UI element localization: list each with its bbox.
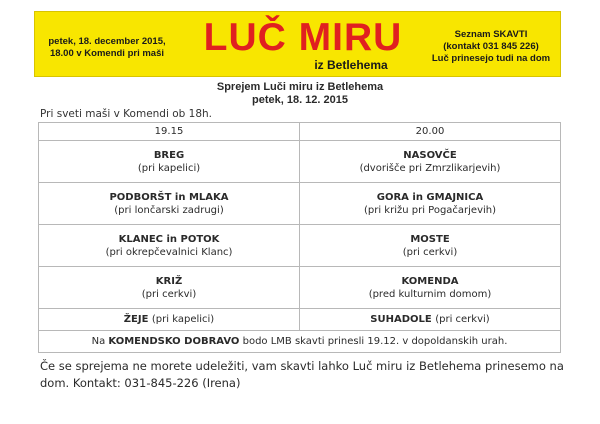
location-detail: (pri lončarski zadrugi) (114, 204, 224, 216)
location-name: GORA in GMAJNICA (376, 191, 484, 203)
location-detail: (pri cerkvi) (141, 288, 197, 300)
location-name: PODBORŠT in MLAKA (109, 191, 229, 203)
location-detail: (pri cerkvi) (402, 246, 458, 258)
banner-contact-line: (kontakt 031 845 226) (443, 41, 539, 52)
location-name: NASOVČE (403, 149, 457, 161)
table-row (39, 225, 561, 267)
location-cell (300, 309, 561, 331)
time-header-2: 20.00 (300, 123, 561, 141)
location-cell (39, 141, 300, 183)
location-detail: (pri kapelici) (137, 162, 201, 174)
location-cell (300, 267, 561, 309)
time-header-1: 19.15 (39, 123, 300, 141)
location-cell (39, 267, 300, 309)
banner-delivery-line: Luč prinesejo tudi na dom (431, 53, 551, 64)
footer-text (40, 358, 570, 392)
note-place: KOMENDSKO DOBRAVO (108, 336, 240, 347)
banner-subtitle: iz Betlehema (314, 58, 388, 72)
time-header-row (39, 123, 561, 141)
location-detail: (pri kapelici) (151, 314, 215, 325)
note-suffix: bodo LMB skavti prinesli 19.12. v dopoldanskih urah. (239, 336, 508, 347)
location-name: BREG (153, 149, 185, 161)
banner-date-line: petek, 18. december 2015, (48, 36, 166, 47)
location-detail: (pred kulturnim domom) (368, 288, 492, 300)
banner-logo (178, 12, 428, 78)
location-cell (300, 225, 561, 267)
banner-title: LUČ MIRU (203, 16, 403, 59)
location-cell (300, 141, 561, 183)
location-detail: (pri križu pri Pogačarjevih) (363, 204, 497, 216)
note-row (39, 331, 561, 353)
location-detail: (dvorišče pri Zmrzlikarjevih) (359, 162, 501, 174)
banner-contact-info (426, 29, 556, 65)
location-name: MOSTE (410, 233, 450, 245)
location-name: ŽEJE (123, 314, 152, 325)
location-detail: (pri cerkvi) (435, 314, 490, 325)
location-name: SUHADOLE (370, 314, 436, 325)
location-cell (39, 225, 300, 267)
table-row (39, 183, 561, 225)
location-name: KRIŽ (155, 275, 183, 287)
note-cell (39, 331, 561, 353)
location-cell (39, 183, 300, 225)
schedule-table (38, 122, 561, 353)
table-row (39, 309, 561, 331)
banner-time-line: 18.00 v Komendi pri maši (49, 48, 165, 59)
table-row (39, 267, 561, 309)
location-cell (39, 309, 300, 331)
location-cell (300, 183, 561, 225)
footer-line-2: dom. Kontakt: 031-845-226 (Irena) (40, 376, 241, 390)
footer-line-1: Če se sprejema ne morete udeležiti, vam skavti lahko Luč miru iz Betlehema prinesemo na (40, 359, 564, 373)
location-detail: (pri okrepčevalnici Klanc) (105, 246, 233, 258)
note-prefix: Na (91, 336, 109, 347)
location-name: KLANEC in POTOK (118, 233, 220, 245)
location-name: KOMENDA (401, 275, 459, 287)
intro-text: Pri sveti maši v Komendi ob 18h. (40, 108, 213, 120)
banner-list-label: Seznam SKAVTI (454, 29, 528, 40)
document-title: Sprejem Luči miru iz Betlehema (216, 81, 384, 93)
document-date: petek, 18. 12. 2015 (251, 94, 348, 106)
luc-miru-banner (34, 11, 561, 77)
table-row (39, 141, 561, 183)
banner-date-info (43, 36, 171, 60)
